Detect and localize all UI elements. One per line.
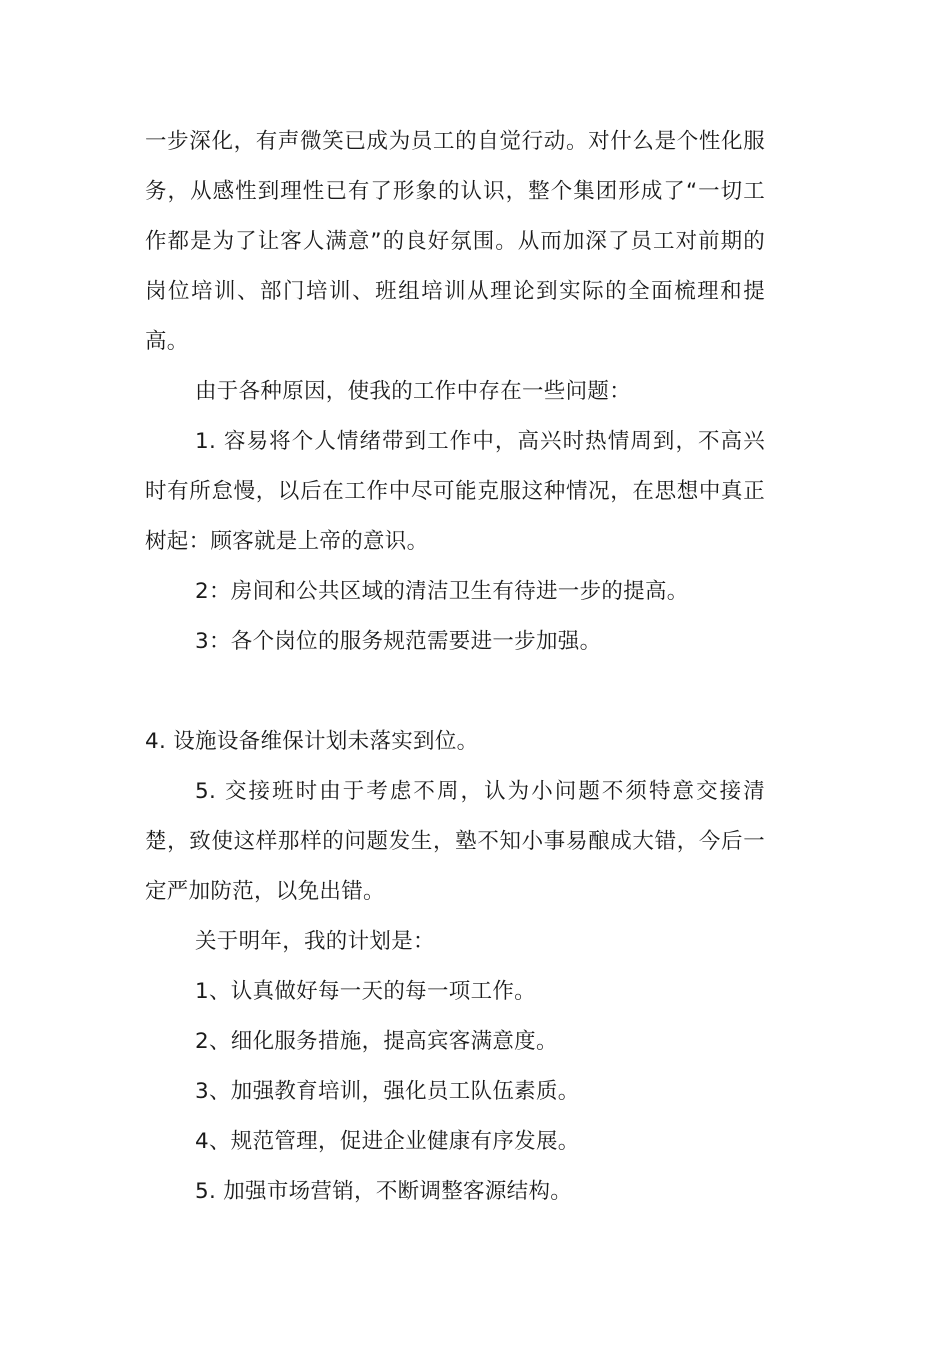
paragraph-plan-2: 2、细化服务措施，提高宾客满意度。 <box>195 1029 558 1054</box>
paragraph-plan-4: 4、规范管理，促进企业健康有序发展。 <box>195 1129 580 1154</box>
paragraph-problem-5: 5. 交接班时由于考虑不周，认为小问题不须特意交接清楚，致使这样那样的问题发生，塾不知小事易酿成大错，今后一定严加防范，以免出错。 <box>145 779 765 904</box>
paragraph-problems-intro: 由于各种原因，使我的工作中存在一些问题： <box>195 379 632 404</box>
paragraph-problem-1: 1. 容易将个人情绪带到工作中，高兴时热情周到，不高兴时有所怠慢，以后在工作中尽可能克服这种情况，在思想中真正树起：顾客就是上帝的意识。 <box>145 429 765 554</box>
paragraph-problem-4: 4. 设施设备维保计划未落实到位。 <box>145 729 479 754</box>
paragraph-plan-5: 5. 加强市场营销，不断调整客源结构。 <box>195 1179 573 1204</box>
paragraph-plan-1: 1、认真做好每一天的每一项工作。 <box>195 979 536 1004</box>
paragraph-continuation: 一步深化，有声微笑已成为员工的自觉行动。对什么是个性化服务，从感性到理性已有了形象的认识，整个集团形成了“一切工作都是为了让客人满意”的良好氛围。从而加深了员工对前期的岗位培训、部门培训、班组培训从理论到实际的全面梳理和提高。 <box>145 129 765 354</box>
paragraph-plan-intro: 关于明年，我的计划是： <box>195 929 435 954</box>
paragraph-plan-3: 3、加强教育培训，强化员工队伍素质。 <box>195 1079 580 1104</box>
paragraph-problem-2: 2：房间和公共区域的清洁卫生有待进一步的提高。 <box>195 579 689 604</box>
document-body <box>145 117 765 1217</box>
paragraph-problem-3: 3：各个岗位的服务规范需要进一步加强。 <box>195 629 602 654</box>
